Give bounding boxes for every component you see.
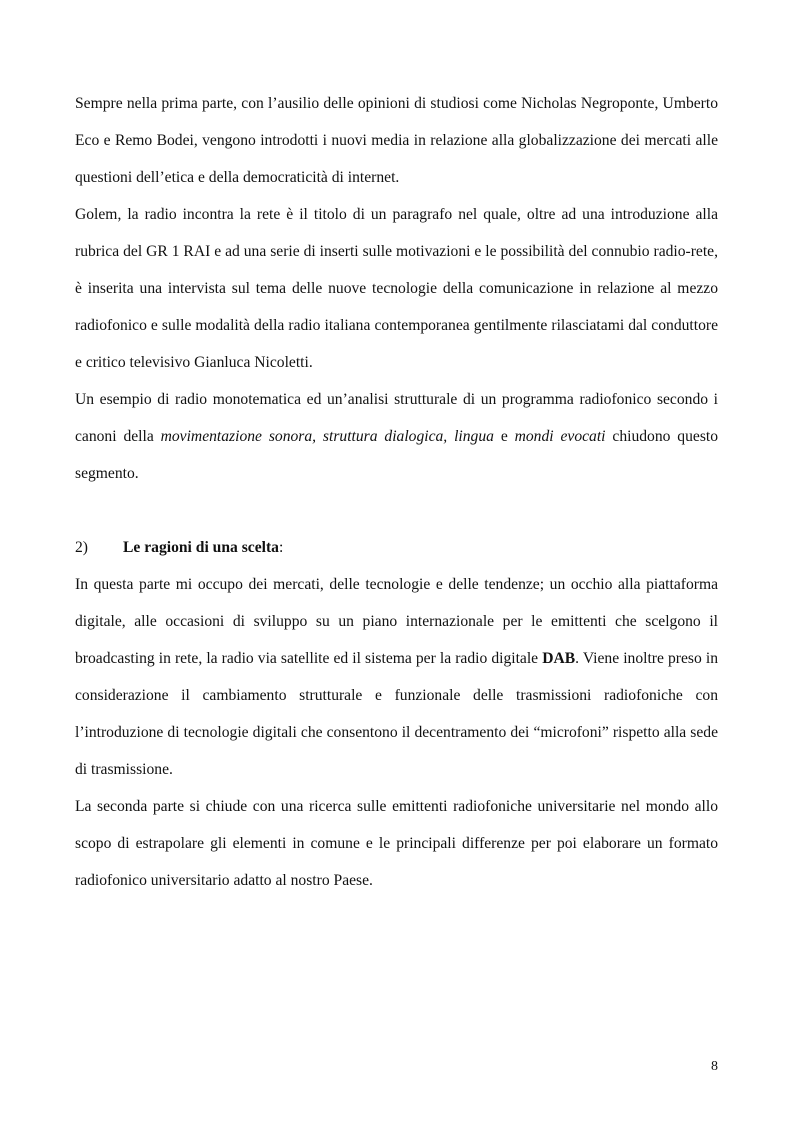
paragraph-text: . Viene inoltre preso in considerazione il cambiamento strutturale e funzionale delle trasmissioni radiofoniche con l’introduzione di tecnologie digitali che consentono il decentramento dei “microfoni” rispetto alla sede di trasmissione. [75, 650, 718, 778]
italic-term: mondi evocati [514, 428, 606, 445]
paragraph-radio-universitarie: La seconda parte si chiude con una ricerca sulle emittenti radiofoniche universitarie nel mondo allo scopo di estrapolare gli elementi in comune e le principali differenze per poi elaborare un formato radiofonico universitario adatto al nostro Paese. [75, 798, 718, 889]
paragraph-radio-monotematica [75, 381, 718, 492]
section-title-suffix: : [278, 539, 284, 556]
italic-term: movimentazione sonora, struttura dialogica, lingua [160, 428, 494, 445]
paragraph-text: In questa parte mi occupo dei mercati, delle tecnologie e delle tendenze; un occhio alla piattaforma digitale, alle occasioni di sviluppo su un piano internazionale per le emittenti che scelgono il broadcasting in rete, la radio via satellite ed il sistema per la radio digitale [75, 576, 718, 667]
paragraph-golem: Golem, la radio incontra la rete è il titolo di un paragrafo nel quale, oltre ad una introduzione alla rubrica del GR 1 RAI e ad una serie di inserti sulle motivazioni e le possibilità del connubio radio-rete, è inserita una intervista sul tema delle nuove tecnologie della comunicazione in relazione al mezzo radiofonico e sulle modalità della radio italiana contemporanea gentilmente rilasciatami dal conduttore e critico televisivo Gianluca Nicoletti. [75, 206, 718, 371]
page-number: 8 [711, 1059, 718, 1074]
section-heading [75, 529, 718, 566]
paragraph-new-media: Sempre nella prima parte, con l’ausilio delle opinioni di studiosi come Nicholas Negroponte, Umberto Eco e Remo Bodei, vengono introdotti i nuovi media in relazione alla globalizzazione dei mercati alle questioni dell’etica e della democraticità di internet. [75, 95, 718, 186]
section-title-wrap [123, 529, 283, 566]
paragraph-text: e [493, 428, 515, 445]
paragraph-mercati [75, 566, 718, 788]
section-number: 2) [75, 539, 88, 556]
paragraph-text: Un esempio di radio monotematica ed un’analisi strutturale di un programma radiofonico secondo i canoni della [75, 391, 718, 445]
section-1-text [75, 85, 718, 492]
bold-term: DAB [542, 650, 576, 667]
paragraph-text: chiudono questo segmento. [75, 428, 719, 482]
section-title: Le ragioni di una scelta [123, 539, 279, 556]
section-2-text [75, 529, 718, 899]
